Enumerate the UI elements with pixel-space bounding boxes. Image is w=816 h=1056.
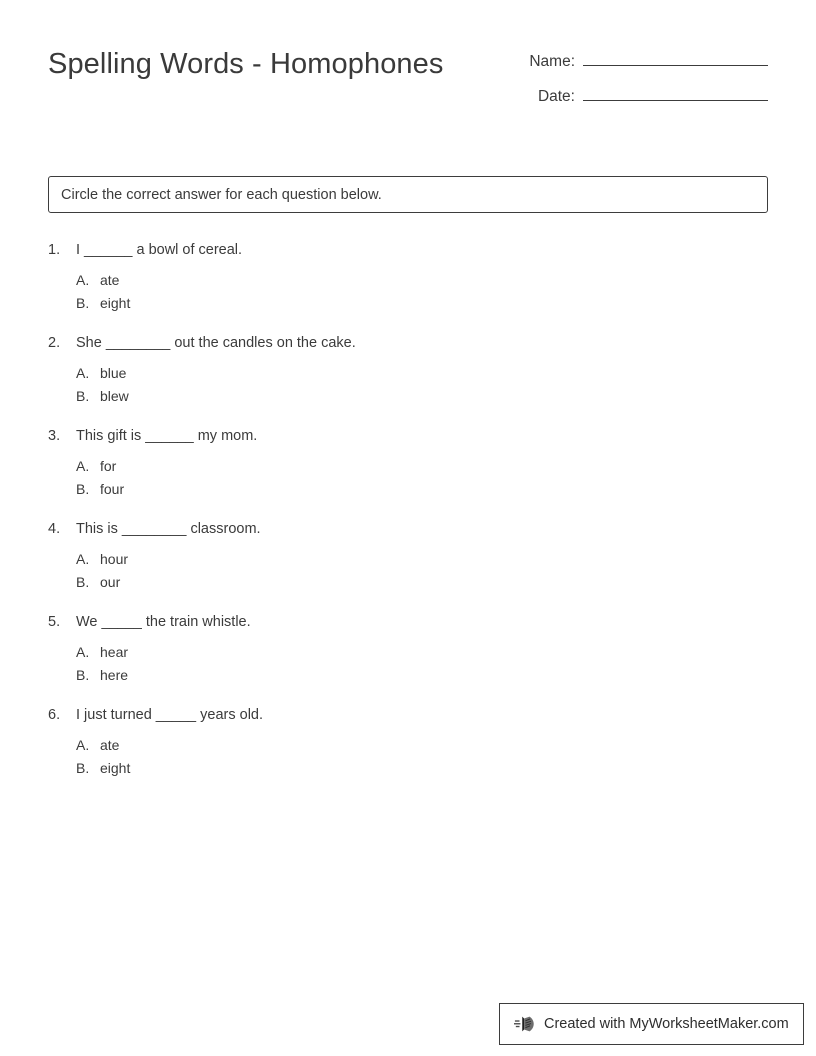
option-letter: A. xyxy=(76,365,90,381)
option-text: four xyxy=(100,481,125,497)
question-item xyxy=(48,521,768,590)
page-title: Spelling Words - Homophones xyxy=(48,48,444,80)
question-item xyxy=(48,428,768,497)
option-letter: A. xyxy=(76,737,90,753)
option-item[interactable] xyxy=(76,481,768,497)
option-letter: B. xyxy=(76,295,90,311)
question-list xyxy=(48,242,768,800)
instruction-text: Circle the correct answer for each question below. xyxy=(61,186,382,203)
date-label: Date: xyxy=(537,88,575,105)
option-text: hear xyxy=(100,644,129,660)
question-line xyxy=(48,242,768,258)
worksheet-header xyxy=(48,44,768,144)
name-label: Name: xyxy=(529,53,575,70)
question-number: 5. xyxy=(48,614,61,630)
instruction-box xyxy=(48,176,768,213)
option-letter: B. xyxy=(76,481,90,497)
name-input-line[interactable] xyxy=(583,50,768,66)
question-number: 2. xyxy=(48,335,61,351)
option-item[interactable] xyxy=(76,388,768,404)
option-text: eight xyxy=(100,760,131,776)
question-line xyxy=(48,707,768,723)
date-input-line[interactable] xyxy=(583,85,768,101)
option-item[interactable] xyxy=(76,667,768,683)
worksheet-maker-logo-icon xyxy=(514,1013,536,1035)
question-text: I ______ a bowl of cereal. xyxy=(76,242,243,258)
question-line xyxy=(48,614,768,630)
question-number: 3. xyxy=(48,428,61,444)
option-letter: B. xyxy=(76,574,90,590)
option-text: blew xyxy=(100,388,129,404)
question-text: She ________ out the candles on the cake. xyxy=(76,335,356,351)
question-line xyxy=(48,428,768,444)
option-item[interactable] xyxy=(76,551,768,567)
date-field-row xyxy=(468,85,768,106)
option-letter: A. xyxy=(76,272,90,288)
badge-text: Created with MyWorksheetMaker.com xyxy=(544,1016,789,1032)
question-line xyxy=(48,521,768,537)
option-item[interactable] xyxy=(76,574,768,590)
option-letter: B. xyxy=(76,760,90,776)
question-item xyxy=(48,707,768,776)
option-text: eight xyxy=(100,295,131,311)
question-text: This is ________ classroom. xyxy=(76,521,261,537)
option-item[interactable] xyxy=(76,737,768,753)
option-text: ate xyxy=(100,737,120,753)
option-letter: A. xyxy=(76,458,90,474)
option-letter: B. xyxy=(76,388,90,404)
question-text: This gift is ______ my mom. xyxy=(76,428,258,444)
option-item[interactable] xyxy=(76,365,768,381)
option-item[interactable] xyxy=(76,272,768,288)
option-list xyxy=(48,365,768,404)
question-number: 4. xyxy=(48,521,61,537)
student-info-fields xyxy=(468,50,768,120)
worksheet-maker-badge[interactable] xyxy=(499,1003,804,1045)
option-text: hour xyxy=(100,551,129,567)
option-list xyxy=(48,644,768,683)
question-line xyxy=(48,335,768,351)
question-number: 1. xyxy=(48,242,61,258)
question-item xyxy=(48,242,768,311)
option-letter: A. xyxy=(76,551,90,567)
name-field-row xyxy=(468,50,768,71)
option-text: ate xyxy=(100,272,120,288)
option-letter: B. xyxy=(76,667,90,683)
question-item xyxy=(48,335,768,404)
option-text: blue xyxy=(100,365,127,381)
option-list xyxy=(48,458,768,497)
option-text: here xyxy=(100,667,129,683)
option-letter: A. xyxy=(76,644,90,660)
option-item[interactable] xyxy=(76,760,768,776)
option-list xyxy=(48,551,768,590)
option-item[interactable] xyxy=(76,458,768,474)
option-text: for xyxy=(100,458,117,474)
question-item xyxy=(48,614,768,683)
option-text: our xyxy=(100,574,121,590)
option-item[interactable] xyxy=(76,644,768,660)
question-number: 6. xyxy=(48,707,61,723)
question-text: We _____ the train whistle. xyxy=(76,614,251,630)
option-item[interactable] xyxy=(76,295,768,311)
question-text: I just turned _____ years old. xyxy=(76,707,264,723)
option-list xyxy=(48,272,768,311)
option-list xyxy=(48,737,768,776)
